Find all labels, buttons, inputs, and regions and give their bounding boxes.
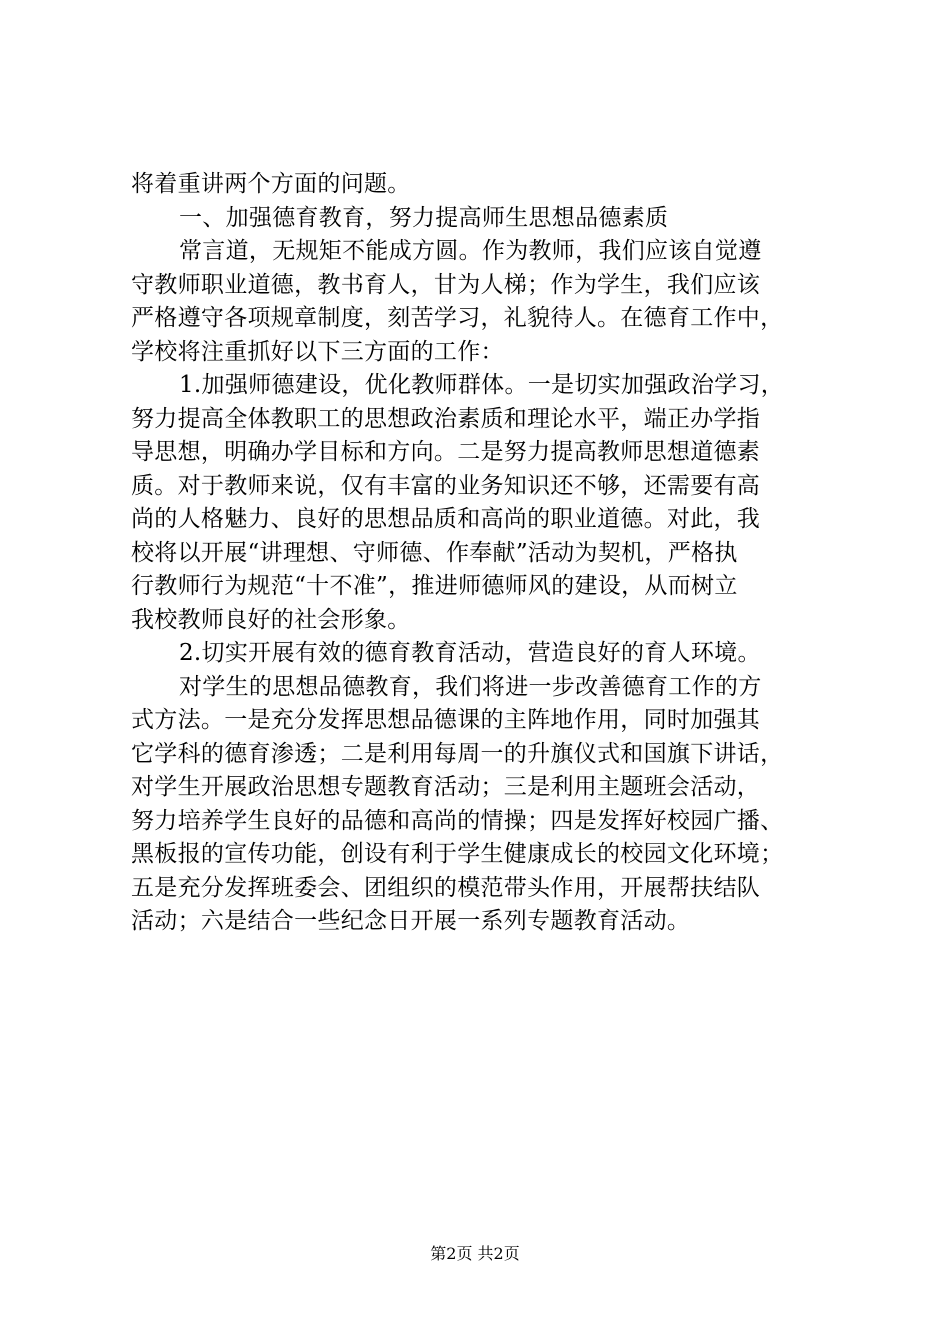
text-line: 将着重讲两个方面的问题。 (131, 171, 411, 197)
text-line: 我校教师良好的社会形象。 (131, 606, 411, 633)
text-line: 活动；六是结合一些纪念日开展一系列专题教育活动。 (131, 908, 691, 934)
text-line: 2.切实开展有效的德育教育活动，营造良好的育人环境。 (179, 640, 761, 666)
text-line: 黑板报的宣传功能，创设有利于学生健康成长的校园文化环境； (131, 841, 784, 867)
text-line: 努力提高全体教职工的思想政治素质和理论水平，端正办学指 (131, 405, 761, 432)
text-line: 式方法。一是充分发挥思想品德课的主阵地作用，同时加强其 (131, 707, 761, 733)
text-line: 常言道，无规矩不能成方圆。作为教师，我们应该自觉遵 (179, 238, 762, 264)
text-line: 严格遵守各项规章制度，刻苦学习，礼貌待人。在德育工作中， (131, 305, 784, 331)
text-line: 一、加强德育教育，努力提高师生思想品德素质 (179, 204, 669, 231)
text-line: 校将以开展“讲理想、守师德、作奉献”活动为契机，严格执 (131, 539, 738, 566)
text-line: 努力培养学生良好的品德和高尚的情操；四是发挥好校园广播、 (131, 807, 784, 834)
document-body (131, 168, 841, 939)
text-line: 它学科的德育渗透；二是利用每周一的升旗仪式和国旗下讲话， (131, 740, 784, 767)
text-line: 学校将注重抓好以下三方面的工作： (131, 338, 504, 365)
text-line: 对学生的思想品德教育，我们将进一步改善德育工作的方 (179, 673, 762, 700)
text-line: 1.加强师德建设，优化教师群体。一是切实加强政治学习， (179, 372, 785, 398)
text-line: 尚的人格魅力、良好的思想品质和高尚的职业道德。对此，我 (131, 506, 761, 532)
page-footer: 第2页 共2页 (430, 1244, 520, 1263)
text-line: 对学生开展政治思想专题教育活动；三是利用主题班会活动， (131, 774, 761, 800)
text-line: 五是充分发挥班委会、团组织的模范带头作用，开展帮扶结队 (131, 874, 761, 901)
text-line: 质。对于教师来说，仅有丰富的业务知识还不够，还需要有高 (131, 472, 761, 499)
text-line: 导思想，明确办学目标和方向。二是努力提高教师思想道德素 (131, 439, 761, 465)
text-line: 行教师行为规范“十不准”，推进师德师风的建设，从而树立 (131, 573, 738, 599)
text-line: 守教师职业道德，教书育人，甘为人梯；作为学生，我们应该 (131, 271, 761, 298)
